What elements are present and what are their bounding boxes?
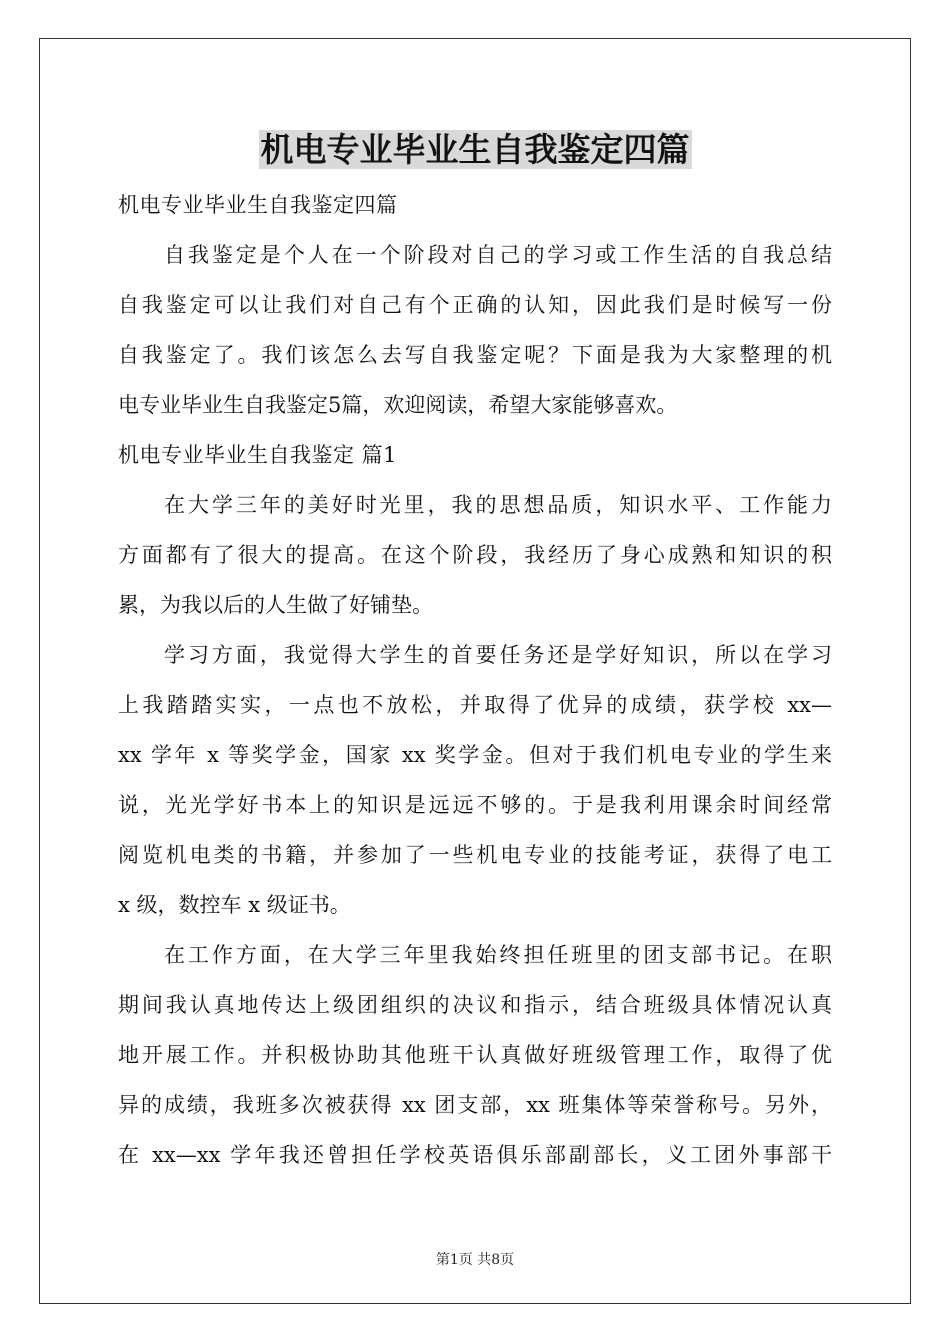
paragraph-line: 学习方面，我觉得大学生的首要任务还是学好知识，所以在学习 [164,643,832,667]
paragraph-line: 阅览机电类的书籍，并参加了一些机电专业的技能考证，获得了电工 [118,843,832,867]
paragraph-line: 在大学三年的美好时光里，我的思想品质，知识水平、工作能力 [164,493,832,517]
paragraph-line: 电专业毕业生自我鉴定5篇，欢迎阅读，希望大家能够喜欢。 [118,393,678,417]
document-body [118,180,832,1180]
document-title [0,128,950,172]
page-footer: 第1页 共8页 [435,1252,515,1268]
section-heading: 机电专业毕业生自我鉴定 篇1 [118,443,398,467]
paragraph-line: 方面都有了很大的提高。在这个阶段，我经历了身心成熟和知识的积 [118,543,832,567]
paragraph-line: 上我踏踏实实，一点也不放松，并取得了优异的成绩，获学校 xx— [118,693,832,717]
title-highlight: 机电专业毕业生自我鉴定四篇 [260,130,690,169]
paragraph-line: 累，为我以后的人生做了好铺垫。 [118,593,433,617]
paragraph-line: 自我鉴定是个人在一个阶段对自己的学习或工作生活的自我总结 [164,243,832,267]
paragraph-line: x 级，数控车 x 级证书。 [118,893,351,917]
paragraph-line: 在 xx—xx 学年我还曾担任学校英语俱乐部副部长，义工团外事部干 [118,1143,832,1167]
paragraph-line: 地开展工作。并积极协助其他班干认真做好班级管理工作，取得了优 [118,1043,832,1067]
subtitle-line: 机电专业毕业生自我鉴定四篇 [118,193,398,217]
paragraph-line: 自我鉴定了。我们该怎么去写自我鉴定呢？下面是我为大家整理的机 [118,343,832,367]
paragraph-line: 说，光光学好书本上的知识是远远不够的。于是我利用课余时间经常 [118,793,832,817]
paragraph-line: 异的成绩，我班多次被获得 xx 团支部，xx 班集体等荣誉称号。另外， [118,1093,832,1117]
paragraph-line: 在工作方面，在大学三年里我始终担任班里的团支部书记。在职 [164,943,832,967]
paragraph-line: 自我鉴定可以让我们对自己有个正确的认知，因此我们是时候写一份 [118,293,832,317]
paragraph-line: 期间我认真地传达上级团组织的决议和指示，结合班级具体情况认真 [118,993,832,1017]
paragraph-line: xx 学年 x 等奖学金，国家 xx 奖学金。但对于我们机电专业的学生来 [118,743,832,767]
